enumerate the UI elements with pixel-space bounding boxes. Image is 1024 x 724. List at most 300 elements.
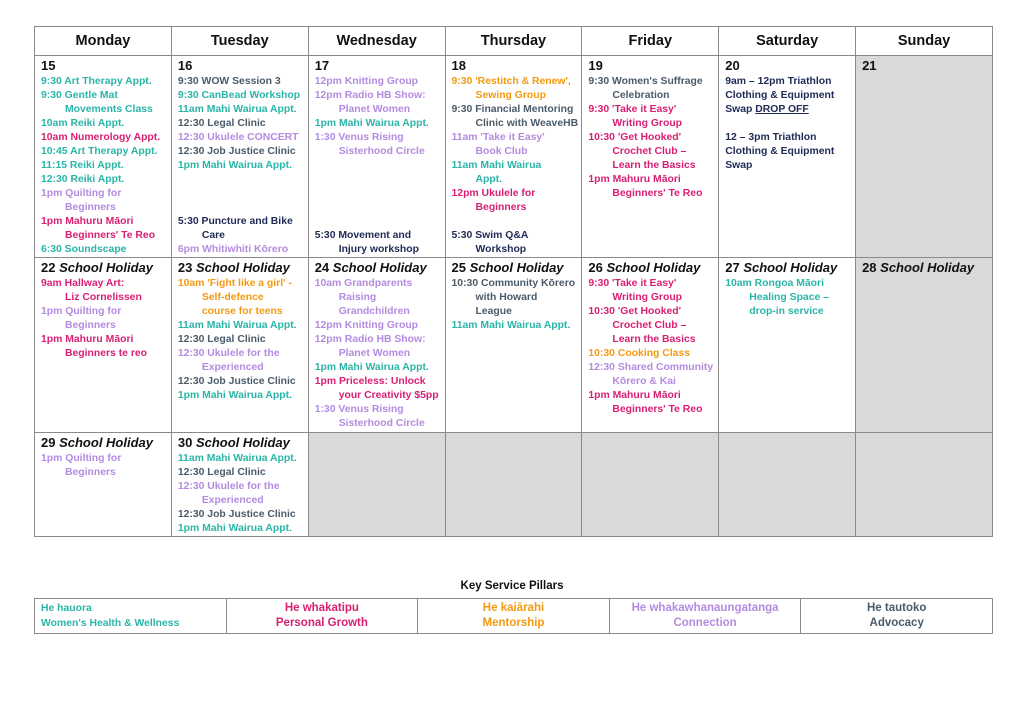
event-list bbox=[719, 433, 855, 434]
event-text-continued: Beginners' Te Reo bbox=[612, 404, 703, 415]
event-text: 9:30 Financial Mentoring bbox=[451, 104, 574, 115]
event-text: 9am – 12pm Triathlon bbox=[725, 76, 832, 87]
day-number-value: 26 bbox=[588, 260, 603, 275]
calendar-event[interactable] bbox=[452, 277, 582, 305]
calendar-event[interactable] bbox=[41, 452, 171, 480]
event-text: 10:30 Community Kōrero bbox=[451, 278, 576, 289]
day-number bbox=[172, 433, 308, 451]
day-number-value: 21 bbox=[862, 58, 877, 73]
calendar-event[interactable] bbox=[725, 131, 855, 145]
calendar-event[interactable] bbox=[315, 277, 445, 305]
calendar-event[interactable] bbox=[41, 89, 171, 117]
day-number bbox=[309, 56, 445, 74]
event-text: 9:30 CanBead Workshop bbox=[177, 90, 301, 101]
event-text-continued: Beginners bbox=[475, 202, 527, 213]
calendar-event[interactable] bbox=[178, 319, 308, 333]
school-holiday-label: School Holiday bbox=[880, 260, 975, 275]
event-text: 10am Numerology Appt. bbox=[41, 132, 161, 143]
calendar-event[interactable] bbox=[725, 305, 855, 319]
calendar-event[interactable] bbox=[178, 103, 308, 117]
day-number-value: 22 bbox=[41, 260, 56, 275]
calendar-event[interactable] bbox=[178, 131, 308, 145]
event-text: 6pm Whitiwhiti Kōrero bbox=[177, 244, 289, 255]
calendar-event[interactable] bbox=[725, 89, 855, 103]
weekday-wednesday: Wednesday bbox=[308, 27, 445, 56]
calendar-event[interactable] bbox=[178, 243, 306, 257]
event-list bbox=[309, 276, 445, 431]
calendar-event[interactable] bbox=[452, 103, 582, 131]
day-number bbox=[172, 258, 308, 276]
calendar-event[interactable] bbox=[315, 305, 445, 319]
event-list bbox=[172, 451, 308, 536]
calendar-event[interactable] bbox=[41, 117, 171, 131]
event-text-continued: Clinic with WeaveHB bbox=[475, 118, 579, 129]
event-text-continued: Kōrero & Kai bbox=[612, 376, 676, 387]
day-number-value: 29 bbox=[41, 435, 56, 450]
event-text: 5:30 Swim Q&A bbox=[451, 230, 529, 241]
calendar-event[interactable] bbox=[315, 319, 445, 333]
day-number bbox=[35, 56, 171, 74]
event-list bbox=[172, 276, 308, 403]
pillar-maori-name: He hauora bbox=[41, 603, 92, 614]
event-text: 1pm Priceless: Unlock bbox=[314, 376, 426, 387]
event-text: 1pm Mahuru Māori bbox=[41, 216, 134, 227]
school-holiday-label: School Holiday bbox=[469, 260, 564, 275]
event-text: 6:30 Soundscape bbox=[41, 244, 127, 255]
day-number bbox=[309, 258, 445, 276]
event-text: 12pm Ukulele for bbox=[451, 188, 536, 199]
event-text-continued: with Howard bbox=[475, 292, 538, 303]
day-number-value: 28 bbox=[862, 260, 877, 275]
day-cell bbox=[582, 433, 719, 537]
day-number bbox=[856, 258, 992, 276]
calendar-event[interactable] bbox=[452, 131, 582, 159]
event-list bbox=[309, 74, 445, 159]
calendar-event[interactable] bbox=[178, 466, 308, 480]
event-text: 5:30 Puncture and Bike bbox=[177, 216, 293, 227]
event-text: 12:30 Ukulele for the bbox=[177, 348, 280, 359]
calendar-event[interactable] bbox=[725, 145, 855, 159]
pillar-english-name: Connection bbox=[673, 617, 737, 629]
event-text: 12:30 Ukulele CONCERT bbox=[177, 132, 299, 143]
week-row bbox=[35, 258, 993, 433]
event-list bbox=[35, 276, 171, 361]
weekday-header-row bbox=[35, 27, 993, 56]
day-cell bbox=[582, 258, 719, 433]
calendar-event[interactable] bbox=[315, 131, 445, 159]
event-list bbox=[719, 74, 855, 173]
event-text-continued: Beginners te reo bbox=[65, 348, 147, 359]
calendar-event[interactable] bbox=[452, 75, 582, 103]
weekday-tuesday: Tuesday bbox=[171, 27, 308, 56]
event-text: 10:30 Cooking Class bbox=[588, 348, 691, 359]
week-row bbox=[35, 433, 993, 537]
event-list bbox=[35, 74, 171, 257]
calendar-event[interactable] bbox=[588, 361, 718, 389]
calendar-event[interactable] bbox=[315, 229, 443, 257]
weekday-monday: Monday bbox=[35, 27, 172, 56]
day-number bbox=[446, 56, 582, 74]
school-holiday-label: School Holiday bbox=[606, 260, 701, 275]
event-text-continued: Experienced bbox=[201, 495, 264, 506]
day-number-value: 19 bbox=[588, 58, 603, 73]
calendar-event[interactable] bbox=[588, 159, 718, 173]
pillar-cell bbox=[35, 599, 227, 634]
event-text: 12pm Knitting Group bbox=[314, 320, 419, 331]
day-cell bbox=[856, 433, 993, 537]
event-list bbox=[35, 451, 171, 480]
event-text: 10:30 'Get Hooked' bbox=[588, 306, 682, 317]
event-text-continued: Healing Space – bbox=[749, 292, 829, 303]
pillar-cell bbox=[226, 599, 418, 634]
calendar-event[interactable] bbox=[41, 173, 171, 187]
event-text: 12 – 3pm Triathlon bbox=[725, 132, 817, 143]
day-number bbox=[446, 258, 582, 276]
evening-event-list bbox=[315, 229, 443, 257]
key-service-pillars bbox=[34, 598, 993, 634]
event-text: 5:30 Movement and bbox=[314, 230, 412, 241]
event-text: 12:30 Legal Clinic bbox=[177, 118, 266, 129]
event-text-continued: Learn the Basics bbox=[612, 160, 696, 171]
event-text: 1pm Mahuru Māori bbox=[41, 334, 134, 345]
calendar-event[interactable] bbox=[178, 215, 306, 243]
day-cell bbox=[582, 56, 719, 258]
day-number-value: 18 bbox=[451, 58, 466, 73]
event-text: 9am Hallway Art: bbox=[41, 278, 125, 289]
day-cell bbox=[35, 433, 172, 537]
event-text: 10am 'Fight like a girl' - bbox=[177, 278, 292, 289]
evening-event-list bbox=[178, 215, 306, 257]
event-text-continued: Book Club bbox=[475, 146, 528, 157]
pillar-cell bbox=[801, 599, 993, 634]
day-number bbox=[582, 258, 718, 276]
event-text-continued: Experienced bbox=[201, 362, 264, 373]
week-row bbox=[35, 56, 993, 258]
event-text: 11am Mahi Wairua Appt. bbox=[177, 453, 297, 464]
event-text: 1pm Quilting for bbox=[41, 453, 122, 464]
calendar-event[interactable] bbox=[178, 508, 308, 522]
event-text: 1pm Mahuru Māori bbox=[588, 390, 681, 401]
event-text: 12:30 Job Justice Clinic bbox=[177, 146, 296, 157]
event-text-continued: Planet Women bbox=[338, 348, 411, 359]
calendar-event[interactable] bbox=[41, 145, 171, 159]
day-cell bbox=[719, 56, 856, 258]
event-list bbox=[719, 276, 855, 319]
event-list bbox=[582, 433, 718, 434]
event-text: 12:30 Job Justice Clinic bbox=[177, 509, 296, 520]
pillar-cell bbox=[418, 599, 610, 634]
event-text-continued: Crochet Club – bbox=[612, 146, 687, 157]
calendar-event[interactable] bbox=[178, 452, 308, 466]
day-number-value: 23 bbox=[177, 260, 193, 275]
calendar-event[interactable] bbox=[178, 347, 308, 375]
event-text-continued: Liz Cornelissen bbox=[65, 292, 142, 303]
event-text-continued: Appt. bbox=[475, 174, 503, 185]
calendar-event[interactable] bbox=[588, 277, 718, 305]
weekday-saturday: Saturday bbox=[719, 27, 856, 56]
event-text-continued: Sewing Group bbox=[475, 90, 546, 101]
weekday-thursday: Thursday bbox=[445, 27, 582, 56]
day-number-value: 15 bbox=[41, 58, 56, 73]
day-number-value: 27 bbox=[725, 260, 740, 275]
calendar-event[interactable] bbox=[315, 75, 445, 89]
calendar-event[interactable] bbox=[315, 89, 445, 117]
event-text-continued: Care bbox=[201, 230, 225, 241]
weekday-friday: Friday bbox=[582, 27, 719, 56]
pillar-english-name: Personal Growth bbox=[275, 617, 368, 629]
event-list bbox=[856, 433, 992, 434]
event-text-continued: Beginners bbox=[65, 467, 116, 478]
day-number bbox=[856, 56, 992, 74]
calendar-event[interactable] bbox=[41, 243, 171, 257]
calendar-event[interactable] bbox=[315, 403, 445, 431]
event-list bbox=[856, 276, 992, 277]
event-text: 1:30 Venus Rising bbox=[314, 132, 404, 143]
event-text-continued: Raising bbox=[338, 292, 377, 303]
event-text: 11am 'Take it Easy' bbox=[451, 132, 545, 143]
calendar-event[interactable] bbox=[725, 103, 855, 117]
event-text: 12:30 Legal Clinic bbox=[177, 467, 266, 478]
event-text: 12pm Radio HB Show: bbox=[314, 90, 426, 101]
event-text: 12:30 Legal Clinic bbox=[177, 334, 266, 345]
pillar-maori-name: He whakawhanaungatanga bbox=[631, 602, 779, 614]
day-cell bbox=[171, 433, 308, 537]
school-holiday-label: School Holiday bbox=[59, 435, 153, 450]
day-number bbox=[172, 56, 308, 74]
event-text: 10am Reiki Appt. bbox=[41, 118, 125, 129]
pillar-english-name: Women's Health & Wellness bbox=[41, 618, 180, 629]
calendar-event[interactable] bbox=[41, 277, 171, 305]
event-list bbox=[172, 74, 308, 173]
event-text: 12:30 Ukulele for the bbox=[177, 481, 280, 492]
event-text: Clothing & Equipment bbox=[725, 90, 835, 101]
day-cell bbox=[445, 433, 582, 537]
day-cell bbox=[445, 56, 582, 258]
calendar-event[interactable] bbox=[178, 159, 308, 173]
event-text: 10:30 'Get Hooked' bbox=[588, 132, 682, 143]
event-text: 12:30 Job Justice Clinic bbox=[177, 376, 296, 387]
event-list bbox=[446, 74, 582, 257]
calendar-event[interactable] bbox=[178, 333, 308, 347]
event-text: 1pm Quilting for bbox=[41, 188, 122, 199]
calendar-event[interactable] bbox=[178, 389, 308, 403]
event-text-continued: Injury workshop bbox=[338, 244, 419, 255]
day-number-value: 17 bbox=[314, 58, 330, 73]
day-cell bbox=[35, 56, 172, 258]
day-number-value: 20 bbox=[725, 58, 740, 73]
event-text: 9:30 Art Therapy Appt. bbox=[41, 76, 152, 87]
event-text: 9:30 WOW Session 3 bbox=[177, 76, 281, 87]
calendar-event[interactable] bbox=[588, 103, 718, 131]
event-text: 1pm Mahuru Māori bbox=[588, 174, 681, 185]
event-text: Clothing & Equipment bbox=[725, 146, 835, 157]
pillar-maori-name: He kaiārahi bbox=[482, 602, 545, 614]
calendar-event[interactable] bbox=[315, 333, 445, 361]
calendar-event[interactable] bbox=[178, 305, 308, 319]
event-text: 9:30 Gentle Mat bbox=[41, 90, 118, 101]
school-holiday-label: School Holiday bbox=[195, 435, 290, 450]
event-text-continued: Beginners bbox=[65, 202, 116, 213]
event-text-continued: League bbox=[475, 306, 512, 317]
key-service-pillars-title: Key Service Pillars bbox=[460, 580, 564, 592]
day-cell bbox=[35, 258, 172, 433]
event-text: 9:30 Women's Suffrage bbox=[588, 76, 703, 87]
calendar-event[interactable] bbox=[178, 522, 308, 536]
school-holiday-label: School Holiday bbox=[332, 260, 427, 275]
day-number bbox=[35, 433, 171, 451]
event-text: 1pm Mahi Wairua Appt. bbox=[314, 362, 429, 373]
event-text-continued: Crochet Club – bbox=[612, 320, 687, 331]
event-text: 12:30 Reiki Appt. bbox=[41, 174, 125, 185]
day-cell bbox=[719, 433, 856, 537]
calendar-event[interactable] bbox=[588, 131, 718, 159]
day-number bbox=[582, 56, 718, 74]
calendar-event[interactable] bbox=[178, 89, 308, 103]
event-text: 11am Mahi Wairua Appt. bbox=[177, 320, 297, 331]
day-number-value: 25 bbox=[451, 260, 466, 275]
event-text-continued: Workshop bbox=[475, 244, 527, 255]
calendar-event[interactable] bbox=[41, 187, 171, 215]
day-cell bbox=[856, 56, 993, 258]
school-holiday-label: School Holiday bbox=[743, 260, 838, 275]
event-text: 11am Mahi Wairua bbox=[451, 160, 542, 171]
day-number-value: 24 bbox=[314, 260, 330, 275]
calendar-event[interactable] bbox=[588, 305, 718, 333]
day-number bbox=[719, 258, 855, 276]
calendar-event[interactable] bbox=[588, 173, 718, 201]
calendar-event[interactable] bbox=[588, 75, 718, 103]
event-text: Swap bbox=[725, 104, 756, 115]
day-cell bbox=[856, 258, 993, 433]
day-number bbox=[719, 56, 855, 74]
calendar-event[interactable] bbox=[178, 75, 308, 89]
calendar-event[interactable] bbox=[41, 75, 171, 89]
calendar-event[interactable] bbox=[725, 159, 855, 173]
calendar-event[interactable] bbox=[725, 277, 855, 305]
calendar-event[interactable] bbox=[315, 117, 445, 131]
calendar-event[interactable] bbox=[41, 215, 171, 243]
event-text-continued: Learn the Basics bbox=[612, 334, 696, 345]
event-text-continued: Self-defence bbox=[201, 292, 264, 303]
event-list bbox=[582, 276, 718, 417]
event-text-continued: drop-in service bbox=[749, 306, 824, 317]
calendar-event[interactable] bbox=[178, 117, 308, 131]
event-text-continued: Planet Women bbox=[338, 104, 411, 115]
event-text: 1pm Mahi Wairua Appt. bbox=[177, 523, 292, 534]
event-text: 11:15 Reiki Appt. bbox=[41, 160, 124, 171]
event-text: 9:30 'Take it Easy' bbox=[588, 104, 677, 115]
calendar-event[interactable] bbox=[452, 187, 582, 215]
event-text-continued: Sisterhood Circle bbox=[338, 418, 425, 429]
weekday-sunday: Sunday bbox=[856, 27, 993, 56]
calendar-event[interactable] bbox=[725, 75, 855, 89]
calendar-event[interactable] bbox=[41, 305, 171, 333]
day-number-value: 16 bbox=[177, 58, 193, 73]
day-number bbox=[35, 258, 171, 276]
event-list bbox=[446, 276, 582, 333]
event-text: 1pm Mahi Wairua Appt. bbox=[177, 160, 292, 171]
pillar-maori-name: He whakatipu bbox=[284, 602, 359, 614]
event-text: 11am Mahi Wairua Appt. bbox=[451, 320, 571, 331]
calendar-event[interactable] bbox=[315, 361, 445, 375]
calendar-event[interactable] bbox=[588, 333, 718, 347]
pillar-maori-name: He tautoko bbox=[866, 602, 927, 614]
event-text: 9:30 'Take it Easy' bbox=[588, 278, 677, 289]
event-text: 1pm Mahi Wairua Appt. bbox=[177, 390, 292, 401]
calendar-event[interactable] bbox=[452, 305, 582, 319]
calendar-event[interactable] bbox=[41, 159, 171, 173]
calendar-event[interactable] bbox=[452, 319, 582, 333]
event-text: 12pm Radio HB Show: bbox=[314, 334, 426, 345]
calendar-event[interactable] bbox=[588, 389, 718, 417]
calendar-grid bbox=[34, 26, 993, 537]
day-cell bbox=[308, 258, 445, 433]
event-text-continued: Writing Group bbox=[612, 292, 683, 303]
event-text: 10am Rongoa Māori bbox=[725, 278, 824, 289]
school-holiday-label: School Holiday bbox=[195, 260, 290, 275]
event-text-continued: Beginners' Te Reo bbox=[612, 188, 703, 199]
event-list bbox=[446, 433, 582, 434]
event-text-continued: Beginners bbox=[65, 320, 116, 331]
calendar-event[interactable] bbox=[41, 131, 171, 145]
event-text-continued: Beginners' Te Reo bbox=[65, 230, 156, 241]
event-text-continued: Writing Group bbox=[612, 118, 683, 129]
event-text: Swap bbox=[725, 160, 753, 171]
event-text-continued: Sisterhood Circle bbox=[338, 146, 425, 157]
day-cell bbox=[171, 258, 308, 433]
event-text: 12pm Knitting Group bbox=[314, 76, 419, 87]
day-cell bbox=[171, 56, 308, 258]
calendar-event[interactable] bbox=[178, 480, 308, 508]
day-cell bbox=[308, 433, 445, 537]
day-cell bbox=[308, 56, 445, 258]
day-number-value: 30 bbox=[177, 435, 193, 450]
event-text-continued: Movements Class bbox=[65, 104, 153, 115]
event-text: 10am Grandparents bbox=[314, 278, 413, 289]
event-text: 10:45 Art Therapy Appt. bbox=[41, 146, 158, 157]
pillar-english-name: Advocacy bbox=[869, 617, 924, 629]
day-cell bbox=[445, 258, 582, 433]
day-cell bbox=[719, 258, 856, 433]
event-text: 1pm Quilting for bbox=[41, 306, 122, 317]
calendar-event[interactable] bbox=[315, 375, 445, 403]
pillars-row bbox=[35, 599, 993, 634]
event-text-continued: Celebration bbox=[612, 90, 670, 101]
event-text: 11am Mahi Wairua Appt. bbox=[177, 104, 297, 115]
event-text: 1pm Mahi Wairua Appt. bbox=[314, 118, 429, 129]
event-text: 9:30 'Restitch & Renew', bbox=[451, 76, 571, 87]
calendar-event[interactable] bbox=[588, 347, 718, 361]
calendar-event[interactable] bbox=[452, 229, 582, 257]
calendar-event[interactable] bbox=[178, 277, 308, 305]
calendar-event[interactable] bbox=[452, 159, 582, 187]
calendar-event[interactable] bbox=[41, 333, 171, 361]
event-text-continued: course for teens bbox=[201, 306, 283, 317]
calendar-event[interactable] bbox=[178, 375, 308, 389]
event-text: 1:30 Venus Rising bbox=[314, 404, 404, 415]
calendar-event[interactable] bbox=[178, 145, 308, 159]
event-list bbox=[856, 74, 992, 75]
school-holiday-label: School Holiday bbox=[59, 260, 153, 275]
pillar-cell bbox=[609, 599, 801, 634]
event-text: 12:30 Shared Community bbox=[588, 362, 714, 373]
event-text-continued: your Creativity $5pp bbox=[338, 390, 439, 401]
event-underlined-text: DROP OFF bbox=[755, 104, 809, 115]
event-text-continued: Grandchildren bbox=[338, 306, 410, 317]
pillar-english-name: Mentorship bbox=[482, 617, 545, 629]
event-list bbox=[582, 74, 718, 201]
event-list bbox=[309, 433, 445, 434]
